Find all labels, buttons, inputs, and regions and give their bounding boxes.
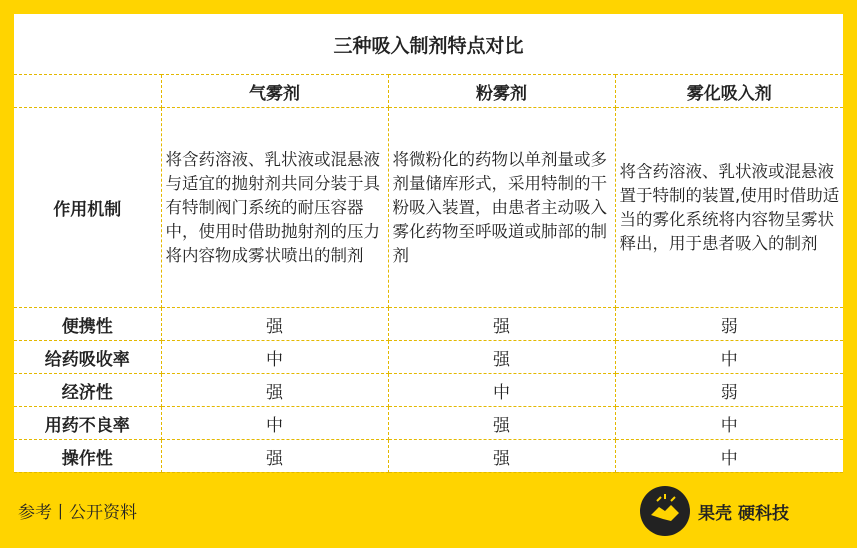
table-title: 三种吸入制剂特点对比 — [14, 14, 843, 75]
table-cell: 强 — [388, 341, 615, 374]
table-row — [14, 341, 843, 374]
table-cell: 强 — [388, 308, 615, 341]
table-cell: 强 — [161, 308, 388, 341]
mechanism-row — [14, 108, 843, 308]
table-cell: 中 — [161, 341, 388, 374]
row-label: 用药不良率 — [14, 407, 161, 440]
table-row — [14, 440, 843, 473]
row-label: 作用机制 — [14, 108, 161, 308]
brand-name — [698, 499, 789, 524]
reference-note: 参考丨公开资料 — [18, 503, 137, 523]
row-label: 给药吸收率 — [14, 341, 161, 374]
mechanism-nebulizer: 将含药溶液、乳状液或混悬液置于特制的装置,使用时借助适当的雾化系统将内容物呈雾状释出，用于患者吸入的制剂 — [615, 108, 843, 308]
title-row — [14, 14, 843, 75]
comparison-card — [14, 14, 843, 472]
table-cell: 强 — [161, 374, 388, 407]
table-row — [14, 407, 843, 440]
table-row — [14, 374, 843, 407]
table-cell: 中 — [615, 341, 843, 374]
table-cell: 中 — [615, 407, 843, 440]
table-cell: 强 — [388, 407, 615, 440]
header-powder: 粉雾剂 — [388, 75, 615, 108]
table-cell: 中 — [161, 407, 388, 440]
table-cell: 中 — [615, 440, 843, 473]
table-cell: 强 — [161, 440, 388, 473]
table-cell: 弱 — [615, 308, 843, 341]
brand-logo — [640, 486, 789, 536]
header-aerosol: 气雾剂 — [161, 75, 388, 108]
table-cell: 中 — [388, 374, 615, 407]
header-nebulizer: 雾化吸入剂 — [615, 75, 843, 108]
table-row — [14, 308, 843, 341]
row-label: 操作性 — [14, 440, 161, 473]
header-empty — [14, 75, 161, 108]
brand-name-b: 硬科技 — [738, 503, 789, 524]
row-label: 经济性 — [14, 374, 161, 407]
header-row — [14, 75, 843, 108]
table-cell: 强 — [388, 440, 615, 473]
row-label: 便携性 — [14, 308, 161, 341]
mechanism-powder: 将微粉化的药物以单剂量或多剂量储库形式，采用特制的干粉吸入装置，由患者主动吸入雾化药物至呼吸道或肺部的制剂 — [388, 108, 615, 308]
handshake-icon — [640, 486, 690, 536]
brand-name-a: 果壳 — [698, 503, 732, 524]
table-cell: 弱 — [615, 374, 843, 407]
comparison-table — [14, 14, 843, 473]
mechanism-aerosol: 将含药溶液、乳状液或混悬液与适宜的抛射剂共同分装于具有特制阀门系统的耐压容器中，使用时借助抛射剂的压力将内容物成雾状喷出的制剂 — [161, 108, 388, 308]
